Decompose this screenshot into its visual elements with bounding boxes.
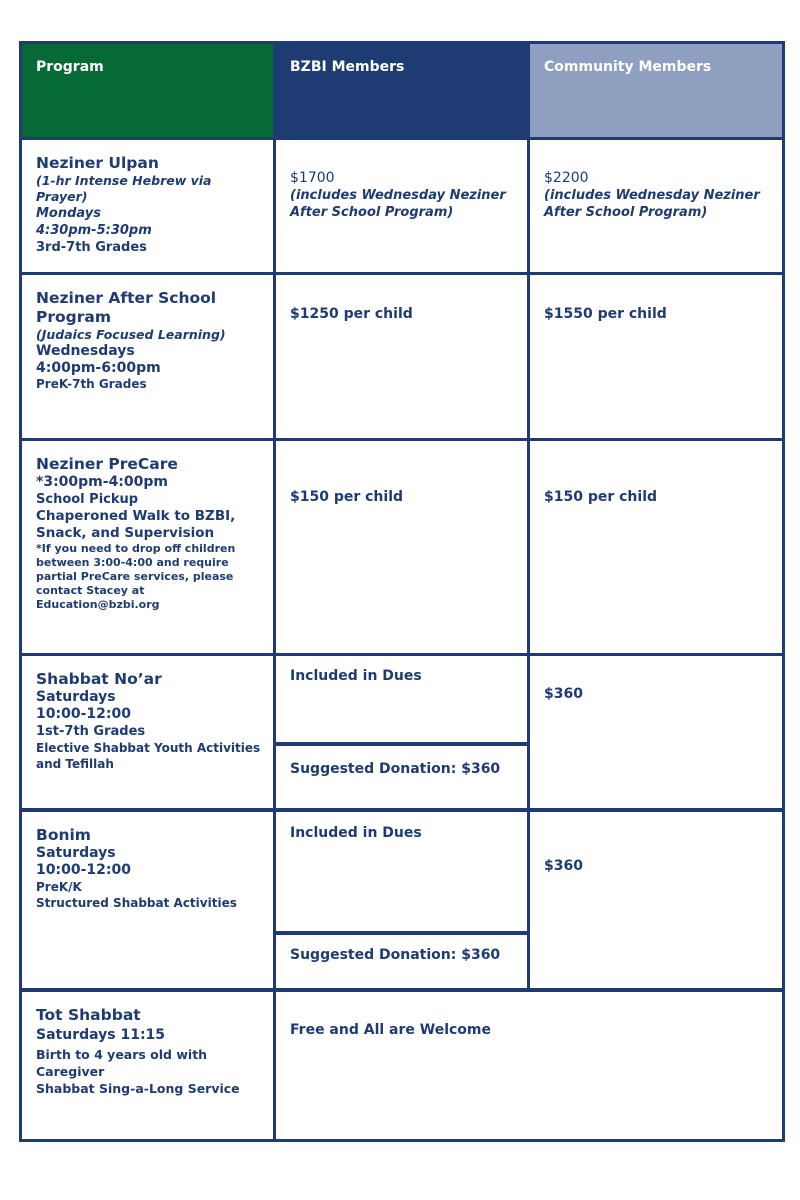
price: $360 (544, 686, 583, 702)
program-grades: PreK-7th Grades (36, 377, 147, 391)
header-bzbi-members (276, 44, 527, 137)
price: Free and All are Welcome (290, 1022, 492, 1038)
program-day: Saturdays (36, 689, 116, 705)
program-line: Shabbat Sing-a-Long Service (36, 1081, 240, 1096)
program-subtitle: (Judaics Focused Learning) (36, 327, 226, 342)
price: $2200 (544, 170, 589, 186)
program-desc: Structured Shabbat Activities (36, 896, 237, 910)
price: Included in Dues (290, 668, 422, 684)
bzbi-cell-afterschool (276, 275, 527, 438)
header-community-members (530, 44, 782, 137)
bzbi-cell-bonim-donation (276, 935, 527, 988)
program-title: Neziner Ulpan (36, 154, 159, 172)
program-time: Saturdays 11:15 (36, 1027, 166, 1043)
community-cell-afterschool (530, 275, 782, 438)
price: $1550 per child (544, 306, 667, 322)
program-title: Tot Shabbat (36, 1006, 141, 1024)
program-subtitle: (1-hr Intense Hebrew via Prayer) (36, 173, 212, 204)
program-cell-ulpan (22, 140, 273, 272)
header-program-label: Program (36, 59, 104, 75)
bzbi-cell-precare (276, 441, 527, 653)
program-time: 4:30pm-5:30pm (36, 223, 152, 238)
community-cell-ulpan (530, 140, 782, 272)
bzbi-cell-ulpan (276, 140, 527, 272)
program-cell-precare (22, 441, 273, 653)
program-cell-noar (22, 656, 273, 808)
program-cell-bonim (22, 812, 273, 988)
program-pricing-table (19, 41, 785, 1142)
program-day: Saturdays (36, 845, 116, 861)
price: $150 per child (544, 489, 658, 505)
program-title: Neziner PreCare (36, 455, 178, 473)
header-community-label: Community Members (544, 59, 712, 75)
program-cell-afterschool (22, 275, 273, 438)
price-note: (includes Wednesday Neziner After School Program) (544, 188, 760, 220)
program-title: Bonim (36, 826, 91, 844)
program-note: *If you need to drop off children between 3:00-4:00 and require partial PreCare services, please contact Stacey at Education@bzbi.org (36, 542, 236, 611)
program-title: Neziner After School Program (36, 289, 217, 326)
price: Suggested Donation: $360 (290, 947, 501, 963)
program-time: 4:00pm-6:00pm (36, 360, 161, 376)
program-grades: 1st-7th Grades (36, 724, 146, 739)
bzbi-cell-bonim-dues (276, 812, 527, 931)
program-time: *3:00pm-4:00pm (36, 474, 168, 490)
bzbi-cell-noar-dues (276, 656, 527, 742)
price: $360 (544, 858, 583, 874)
program-cell-tot-shabbat (22, 992, 273, 1139)
program-desc: Elective Shabbat Youth Activities and Tefillah (36, 741, 261, 771)
price-cell-tot-shabbat (276, 992, 782, 1139)
community-cell-bonim (530, 812, 782, 988)
price: Included in Dues (290, 825, 422, 841)
program-grades: PreK/K (36, 880, 82, 894)
program-line: Chaperoned Walk to BZBI, Snack, and Supervision (36, 508, 236, 541)
header-bzbi-label: BZBI Members (290, 59, 405, 75)
program-time: 10:00-12:00 (36, 862, 131, 878)
program-day: Wednesdays (36, 343, 135, 359)
price-note: (includes Wednesday Neziner After School Program) (290, 188, 506, 220)
program-grades: 3rd-7th Grades (36, 240, 147, 255)
price: $1250 per child (290, 306, 413, 322)
price: $150 per child (290, 489, 404, 505)
program-line: Birth to 4 years old with Caregiver (36, 1047, 208, 1079)
program-title: Shabbat No’ar (36, 670, 162, 688)
price: Suggested Donation: $360 (290, 761, 501, 777)
price: $1700 (290, 170, 335, 186)
program-line: School Pickup (36, 492, 139, 507)
header-program (22, 44, 273, 137)
community-cell-noar (530, 656, 782, 808)
bzbi-cell-noar-donation (276, 746, 527, 808)
program-day: Mondays (36, 206, 102, 221)
community-cell-precare (530, 441, 782, 653)
program-time: 10:00-12:00 (36, 706, 131, 722)
